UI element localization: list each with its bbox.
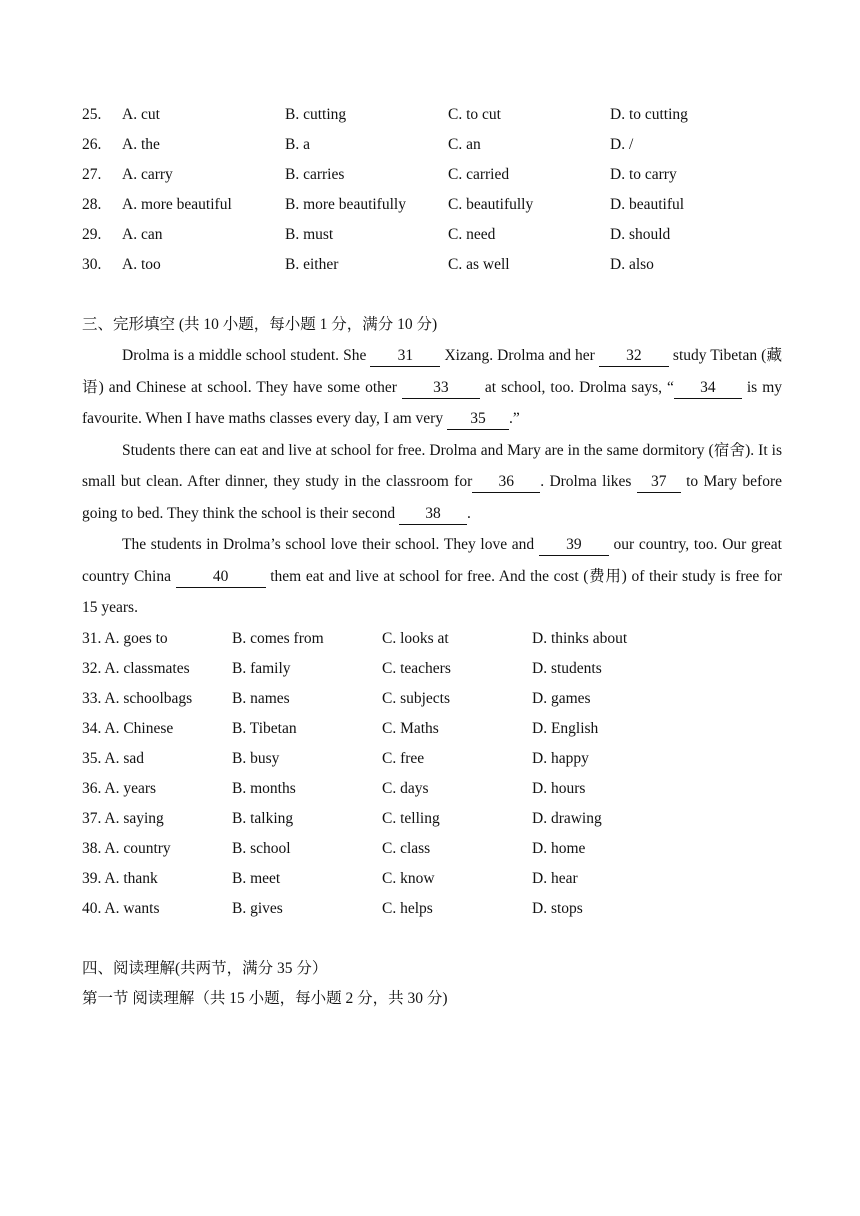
question-number: 30. — [82, 256, 102, 273]
option-c: C. beautifully — [448, 196, 534, 213]
section4-subheading: 第一节 阅读理解（共 15 小题，每小题 2 分，共 30 分) — [82, 989, 448, 1007]
question-39-options — [82, 864, 782, 894]
question-26-options — [82, 130, 782, 160]
option-c: C. as well — [448, 256, 510, 273]
section3-options — [82, 624, 782, 924]
option-c: C. class — [382, 839, 431, 857]
question-31-options — [82, 624, 782, 654]
question-34-options — [82, 714, 782, 744]
option-a: 39. A. thank — [82, 869, 158, 887]
option-a: A. can — [122, 226, 163, 243]
blank-32: 32 — [599, 346, 669, 367]
option-c: C. need — [448, 226, 496, 243]
option-b: B. months — [232, 779, 296, 797]
question-37-options — [82, 804, 782, 834]
option-b: B. comes from — [232, 629, 324, 647]
question-38-options — [82, 834, 782, 864]
question-number: 29. — [82, 226, 102, 243]
option-c: C. carried — [448, 166, 510, 183]
option-a: 37. A. saying — [82, 809, 164, 827]
option-d: D. beautiful — [610, 196, 685, 213]
question-35-options — [82, 744, 782, 774]
blank-35: 35 — [447, 409, 509, 430]
question-number: 28. — [82, 196, 102, 213]
option-a: A. carry — [122, 166, 173, 183]
option-b: B. names — [232, 689, 290, 707]
option-d: D. games — [532, 689, 591, 707]
blank-40: 40 — [176, 567, 266, 588]
option-c: C. an — [448, 136, 481, 153]
option-b: B. carries — [285, 166, 345, 183]
section2-options — [82, 100, 782, 280]
option-a: 35. A. sad — [82, 749, 144, 767]
option-b: B. busy — [232, 749, 280, 767]
option-a: 33. A. schoolbags — [82, 689, 193, 707]
option-b: B. Tibetan — [232, 719, 297, 737]
question-40-options — [82, 894, 782, 924]
option-d: D. hear — [532, 869, 578, 887]
question-30-options — [82, 250, 782, 280]
option-c: C. teachers — [382, 659, 451, 677]
option-a: 34. A. Chinese — [82, 719, 174, 737]
option-d: D. should — [610, 226, 671, 243]
question-number: 25. — [82, 106, 102, 123]
section4-heading: 四、阅读理解(共两节，满分 35 分） — [82, 959, 328, 977]
option-d: D. / — [610, 136, 634, 153]
option-d: D. students — [532, 659, 602, 677]
option-a: 40. A. wants — [82, 899, 160, 917]
question-32-options — [82, 654, 782, 684]
option-a: 36. A. years — [82, 779, 157, 797]
option-d: D. thinks about — [532, 629, 628, 647]
option-b: B. talking — [232, 809, 294, 827]
question-29-options — [82, 220, 782, 250]
option-b: B. cutting — [285, 106, 347, 123]
option-c: C. telling — [382, 809, 440, 827]
option-a: 31. A. goes to — [82, 629, 168, 647]
blank-39: 39 — [539, 535, 609, 556]
option-b: B. family — [232, 659, 291, 677]
question-number: 27. — [82, 166, 102, 183]
question-33-options — [82, 684, 782, 714]
option-c: C. to cut — [448, 106, 501, 123]
option-a: A. cut — [122, 106, 160, 123]
option-d: D. hours — [532, 779, 586, 797]
option-c: C. know — [382, 869, 435, 887]
question-27-options — [82, 160, 782, 190]
option-b: B. more beautifully — [285, 196, 406, 213]
option-d: D. to cutting — [610, 106, 688, 123]
option-a: 32. A. classmates — [82, 659, 190, 677]
option-d: D. stops — [532, 899, 583, 917]
option-a: 38. A. country — [82, 839, 171, 857]
option-b: B. gives — [232, 899, 283, 917]
option-a: A. more beautiful — [122, 196, 232, 213]
option-d: D. drawing — [532, 809, 602, 827]
question-36-options — [82, 774, 782, 804]
option-c: C. Maths — [382, 719, 439, 737]
option-d: D. also — [610, 256, 654, 273]
option-c: C. helps — [382, 899, 433, 917]
question-25-options — [82, 100, 782, 130]
option-d: D. home — [532, 839, 586, 857]
cloze-paragraph-3: The students in Drolma’s school love their school. They love and 39 our country, too. Our great country China 40 them eat and live at school for free. And the cost (费用) of their study is free for 15 years. — [82, 536, 782, 616]
option-c: C. subjects — [382, 689, 451, 707]
option-b: B. a — [285, 136, 310, 153]
option-b: B. meet — [232, 869, 281, 887]
question-number: 26. — [82, 136, 102, 153]
option-a: A. the — [122, 136, 160, 153]
option-d: D. happy — [532, 749, 589, 767]
cloze-paragraph-1: Drolma is a middle school student. She 31 Xizang. Drolma and her 32 study Tibetan (藏语) and Chinese at school. They have some other 33 at school, too. Drolma says, “ 34 is my favourite. When I have maths classes every day, I am very 35 .” — [82, 340, 782, 435]
blank-33: 33 — [402, 378, 480, 399]
blank-37: 37 — [637, 472, 681, 493]
cloze-paragraph-2: Students there can eat and live at school for free. Drolma and Mary are in the same dormitory (宿舍). It is small but clean. After dinner, they study in the classroom for 36 . Drolma likes 37 to Mary before going to bed. They think the school is their second 38 . — [82, 435, 782, 530]
section3-heading: 三、完形填空 (共 10 小题，每小题 1 分，满分 10 分) — [82, 316, 438, 333]
option-d: D. English — [532, 719, 599, 737]
option-b: B. must — [285, 226, 334, 243]
option-d: D. to carry — [610, 166, 677, 183]
blank-36: 36 — [472, 472, 540, 493]
blank-38: 38 — [399, 504, 467, 525]
question-28-options — [82, 190, 782, 220]
option-c: C. free — [382, 749, 425, 767]
option-c: C. days — [382, 779, 429, 797]
option-b: B. either — [285, 256, 339, 273]
option-b: B. school — [232, 839, 291, 857]
blank-34: 34 — [674, 378, 742, 399]
option-c: C. looks at — [382, 629, 449, 647]
exam-page — [82, 100, 782, 1014]
option-a: A. too — [122, 256, 161, 273]
blank-31: 31 — [370, 346, 440, 367]
